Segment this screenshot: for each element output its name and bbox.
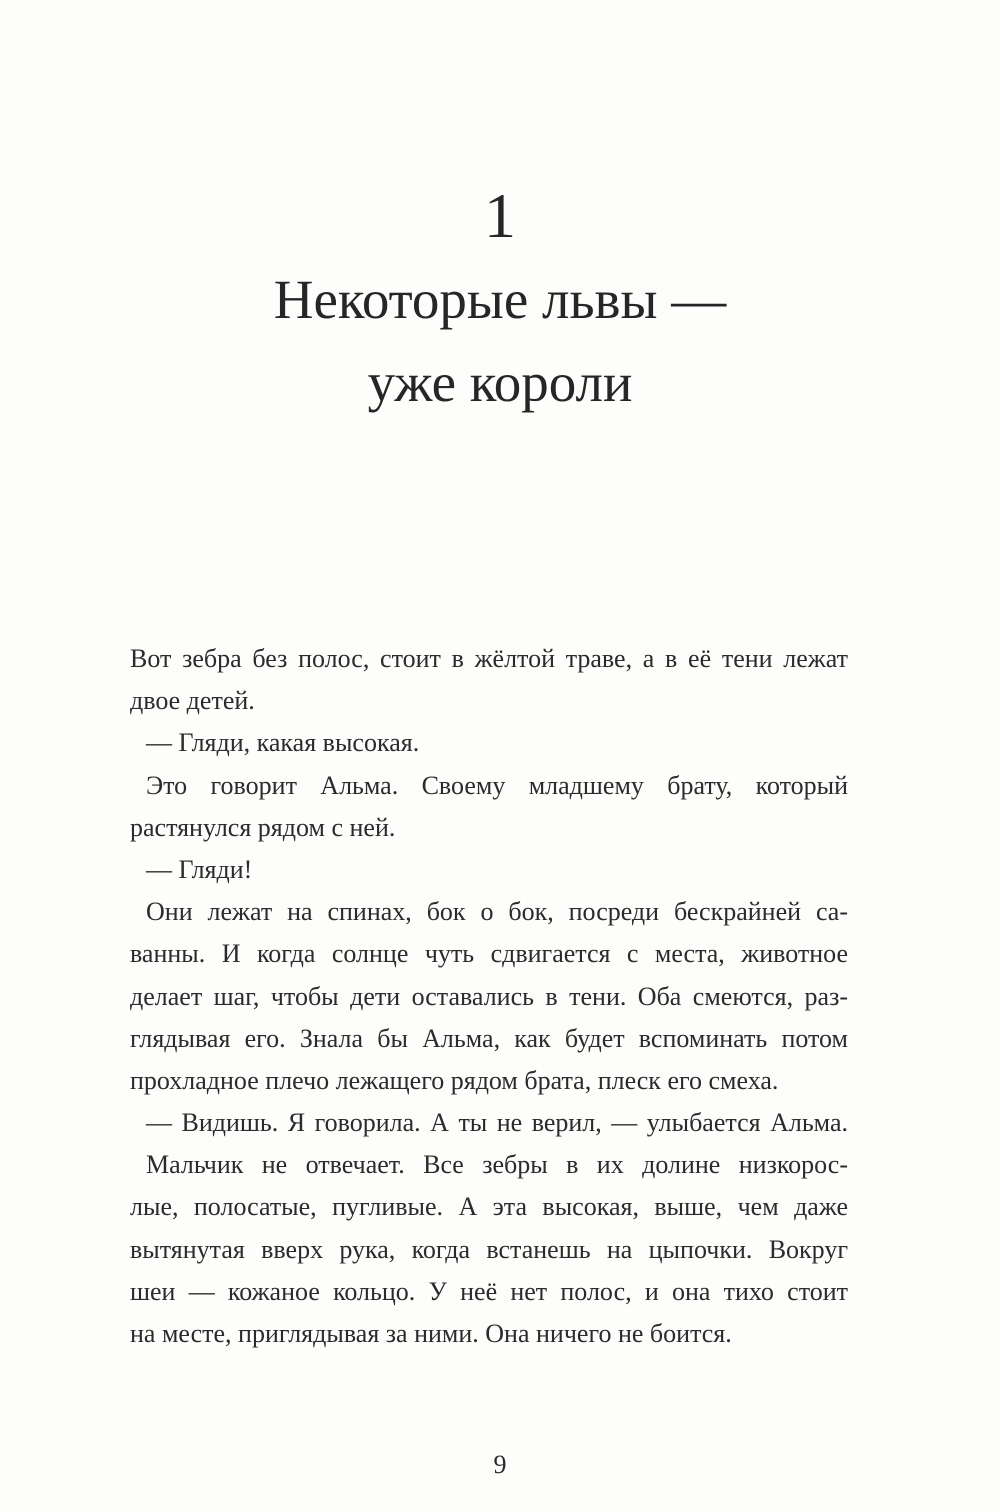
- chapter-title: [0, 258, 1000, 424]
- text-line: Вот зебра без полос, стоит в жёлтой траве, а в её тени лежат: [130, 644, 848, 673]
- text-line: Они лежат на спинах, бок о бок, посреди бескрайней са-: [146, 897, 848, 927]
- chapter-title-line: уже короли: [367, 352, 633, 413]
- text-line: двое детей.: [130, 686, 255, 716]
- text-line: глядывая его. Знала бы Альма, как будет вспоминать потом: [130, 1023, 848, 1053]
- text-line: делает шаг, чтобы дети оставались в тени. Оба смеются, раз-: [130, 981, 848, 1011]
- body-text: [130, 638, 848, 1355]
- text-line: прохладное плечо лежащего рядом брата, плеск его смеха.: [130, 1065, 779, 1095]
- chapter-number: 1: [484, 180, 516, 251]
- text-line: на месте, приглядывая за ними. Она ничего не боится.: [130, 1319, 732, 1348]
- text-line: — Гляди!: [146, 854, 253, 884]
- text-line: растянулся рядом с ней.: [130, 812, 396, 842]
- text-line: шеи — кожаное кольцо. У неё нет полос, и она тихо стоит: [130, 1276, 848, 1306]
- page-number: 9: [493, 1450, 507, 1479]
- chapter-title-line: Некоторые львы —: [273, 269, 727, 330]
- text-line: вытянутая вверх рука, когда встанешь на цыпочки. Вокруг: [130, 1234, 848, 1264]
- text-line: лые, полосатые, пугливые. А эта высокая, выше, чем даже: [130, 1192, 848, 1222]
- text-line: Мальчик не отвечает. Все зебры в их долине низкорос-: [146, 1150, 848, 1180]
- text-line: Это говорит Альма. Своему младшему брату, который: [146, 770, 848, 800]
- text-line: — Видишь. Я говорила. А ты не верил, — улыбается Альма.: [146, 1108, 848, 1138]
- text-line: — Гляди, какая высокая.: [146, 728, 420, 758]
- text-line: ванны. И когда солнце чуть сдвигается с места, животное: [130, 939, 848, 969]
